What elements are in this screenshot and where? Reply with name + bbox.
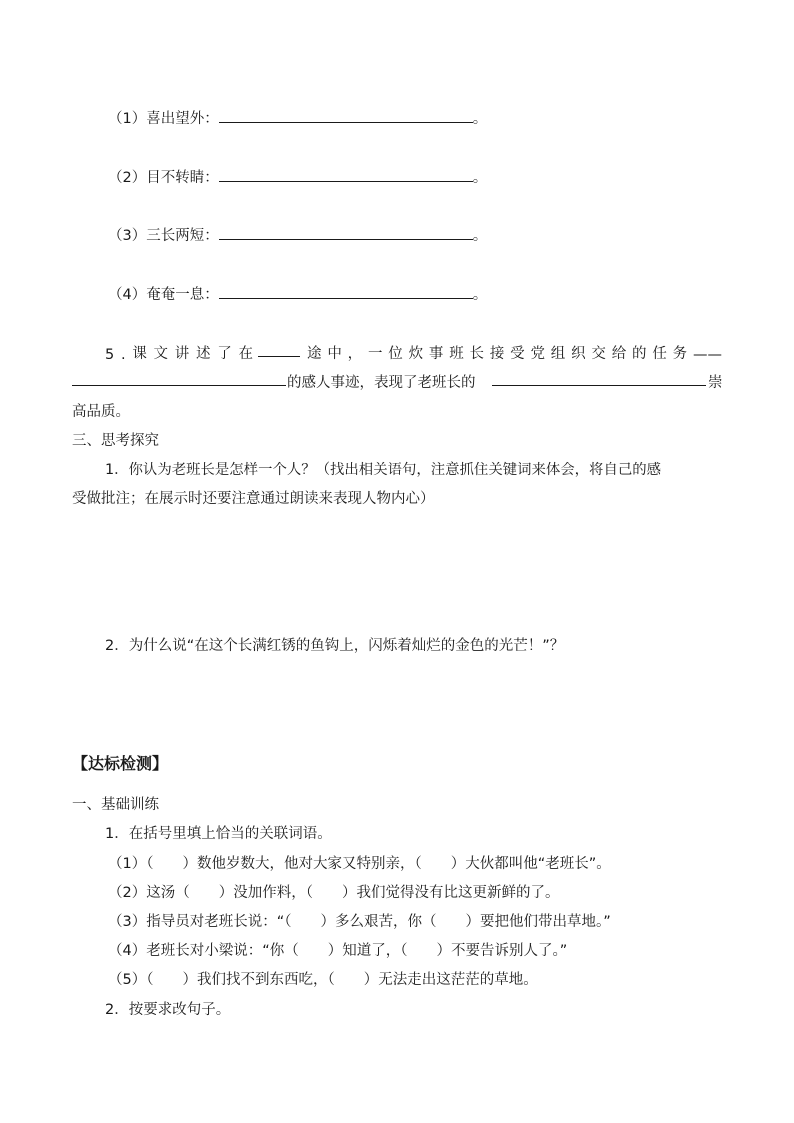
dabiao-item-5: （5）（ ）我们找不到东西吃，（ ）无法走出这茫茫的草地。 [108, 972, 538, 988]
q5-char: 务 [672, 346, 688, 362]
answer-blank[interactable] [219, 107, 473, 123]
idiom-line-4 [108, 283, 487, 304]
period: 。 [472, 170, 488, 186]
q5-char: ， [347, 346, 363, 362]
idiom-label: （2）目不转睛： [108, 170, 219, 186]
section3-q2: 2．为什么说“在这个长满红锈的鱼钩上，闪烁着灿烂的金色的光芒！”？ [105, 638, 565, 654]
q5-char: 途 [307, 346, 322, 362]
answer-blank[interactable] [219, 283, 473, 299]
q5-char: 述 [196, 346, 211, 362]
idiom-label: （4）奄奄一息： [108, 287, 219, 303]
q5-char: 党 [530, 346, 545, 362]
q5-line2-text: 的感人事迹，表现了老班长的 [287, 375, 476, 391]
section3-q1-line2: 受做批注；在展示时还要注意通过朗读来表现人物内心） [72, 491, 435, 507]
q5-char: 接 [489, 346, 505, 362]
idiom-line-2 [108, 166, 487, 187]
dabiao-q1: 1．在括号里填上恰当的关联词语。 [105, 826, 332, 842]
q5-char: 班 [449, 346, 464, 362]
q5-char: —— [692, 347, 722, 363]
q5-char: 课 [132, 346, 147, 362]
q5-char: 组 [550, 346, 566, 362]
q5-char: . [120, 347, 126, 363]
q5-line1-part-a [105, 342, 253, 363]
q5-char: 文 [153, 346, 169, 362]
dabiao-section1: 一、基础训练 [72, 797, 159, 813]
q5-char: 受 [510, 346, 525, 362]
period: 。 [472, 228, 488, 244]
q5-line2-end: 崇 [708, 375, 723, 391]
q5-char: 给 [611, 346, 627, 362]
idiom-line-1 [108, 107, 487, 128]
q5-char: 的 [632, 346, 647, 362]
q5-line1-part-b [307, 342, 722, 363]
q5-char: 织 [571, 346, 586, 362]
q5-char: 长 [469, 346, 484, 362]
q5-char: 讲 [174, 346, 190, 362]
idiom-label: （3）三长两短： [108, 228, 219, 244]
idiom-label: （1）喜出望外： [108, 111, 219, 127]
q5-blank-task[interactable] [72, 370, 286, 386]
q5-blank-quality[interactable] [492, 370, 706, 386]
period: 。 [472, 111, 488, 127]
answer-blank[interactable] [219, 224, 473, 240]
answer-blank[interactable] [219, 166, 473, 182]
idiom-line-3 [108, 224, 487, 245]
q5-char: 一 [367, 346, 383, 362]
q5-blank-route[interactable] [258, 341, 300, 357]
q5-char: 在 [238, 346, 253, 362]
q5-char: 交 [591, 346, 606, 362]
period: 。 [472, 287, 488, 303]
dabiao-item-4: （4）老班长对小梁说：“你（ ）知道了，（ ）不要告诉别人了。” [108, 943, 568, 959]
dabiao-q2: 2．按要求改句子。 [105, 1002, 231, 1018]
dabiao-item-1: （1）（ ）数他岁数大，他对大家又特别亲，（ ）大伙都叫他“老班长”。 [108, 856, 611, 872]
q5-char: 了 [217, 346, 232, 362]
q5-line3: 高品质。 [72, 404, 130, 420]
section3-title: 三、思考探究 [72, 433, 159, 449]
q5-char: 5 [105, 347, 115, 363]
q5-char: 事 [428, 346, 444, 362]
q5-char: 炊 [408, 346, 424, 362]
q5-char: 位 [388, 346, 403, 362]
q5-char: 任 [652, 346, 667, 362]
q5-char: 中 [327, 346, 342, 362]
dabiao-item-3: （3）指导员对老班长说：“（ ）多么艰苦，你（ ）要把他们带出草地。” [108, 914, 611, 930]
dabiao-item-2: （2）这汤（ ）没加作料，（ ）我们觉得没有比这更新鲜的了。 [108, 885, 560, 901]
dabiao-heading: 【达标检测】 [72, 754, 169, 773]
section3-q1-line1: 1．你认为老班长是怎样一个人？（找出相关语句，注意抓住关键词来体会，将自己的感 [105, 462, 662, 478]
